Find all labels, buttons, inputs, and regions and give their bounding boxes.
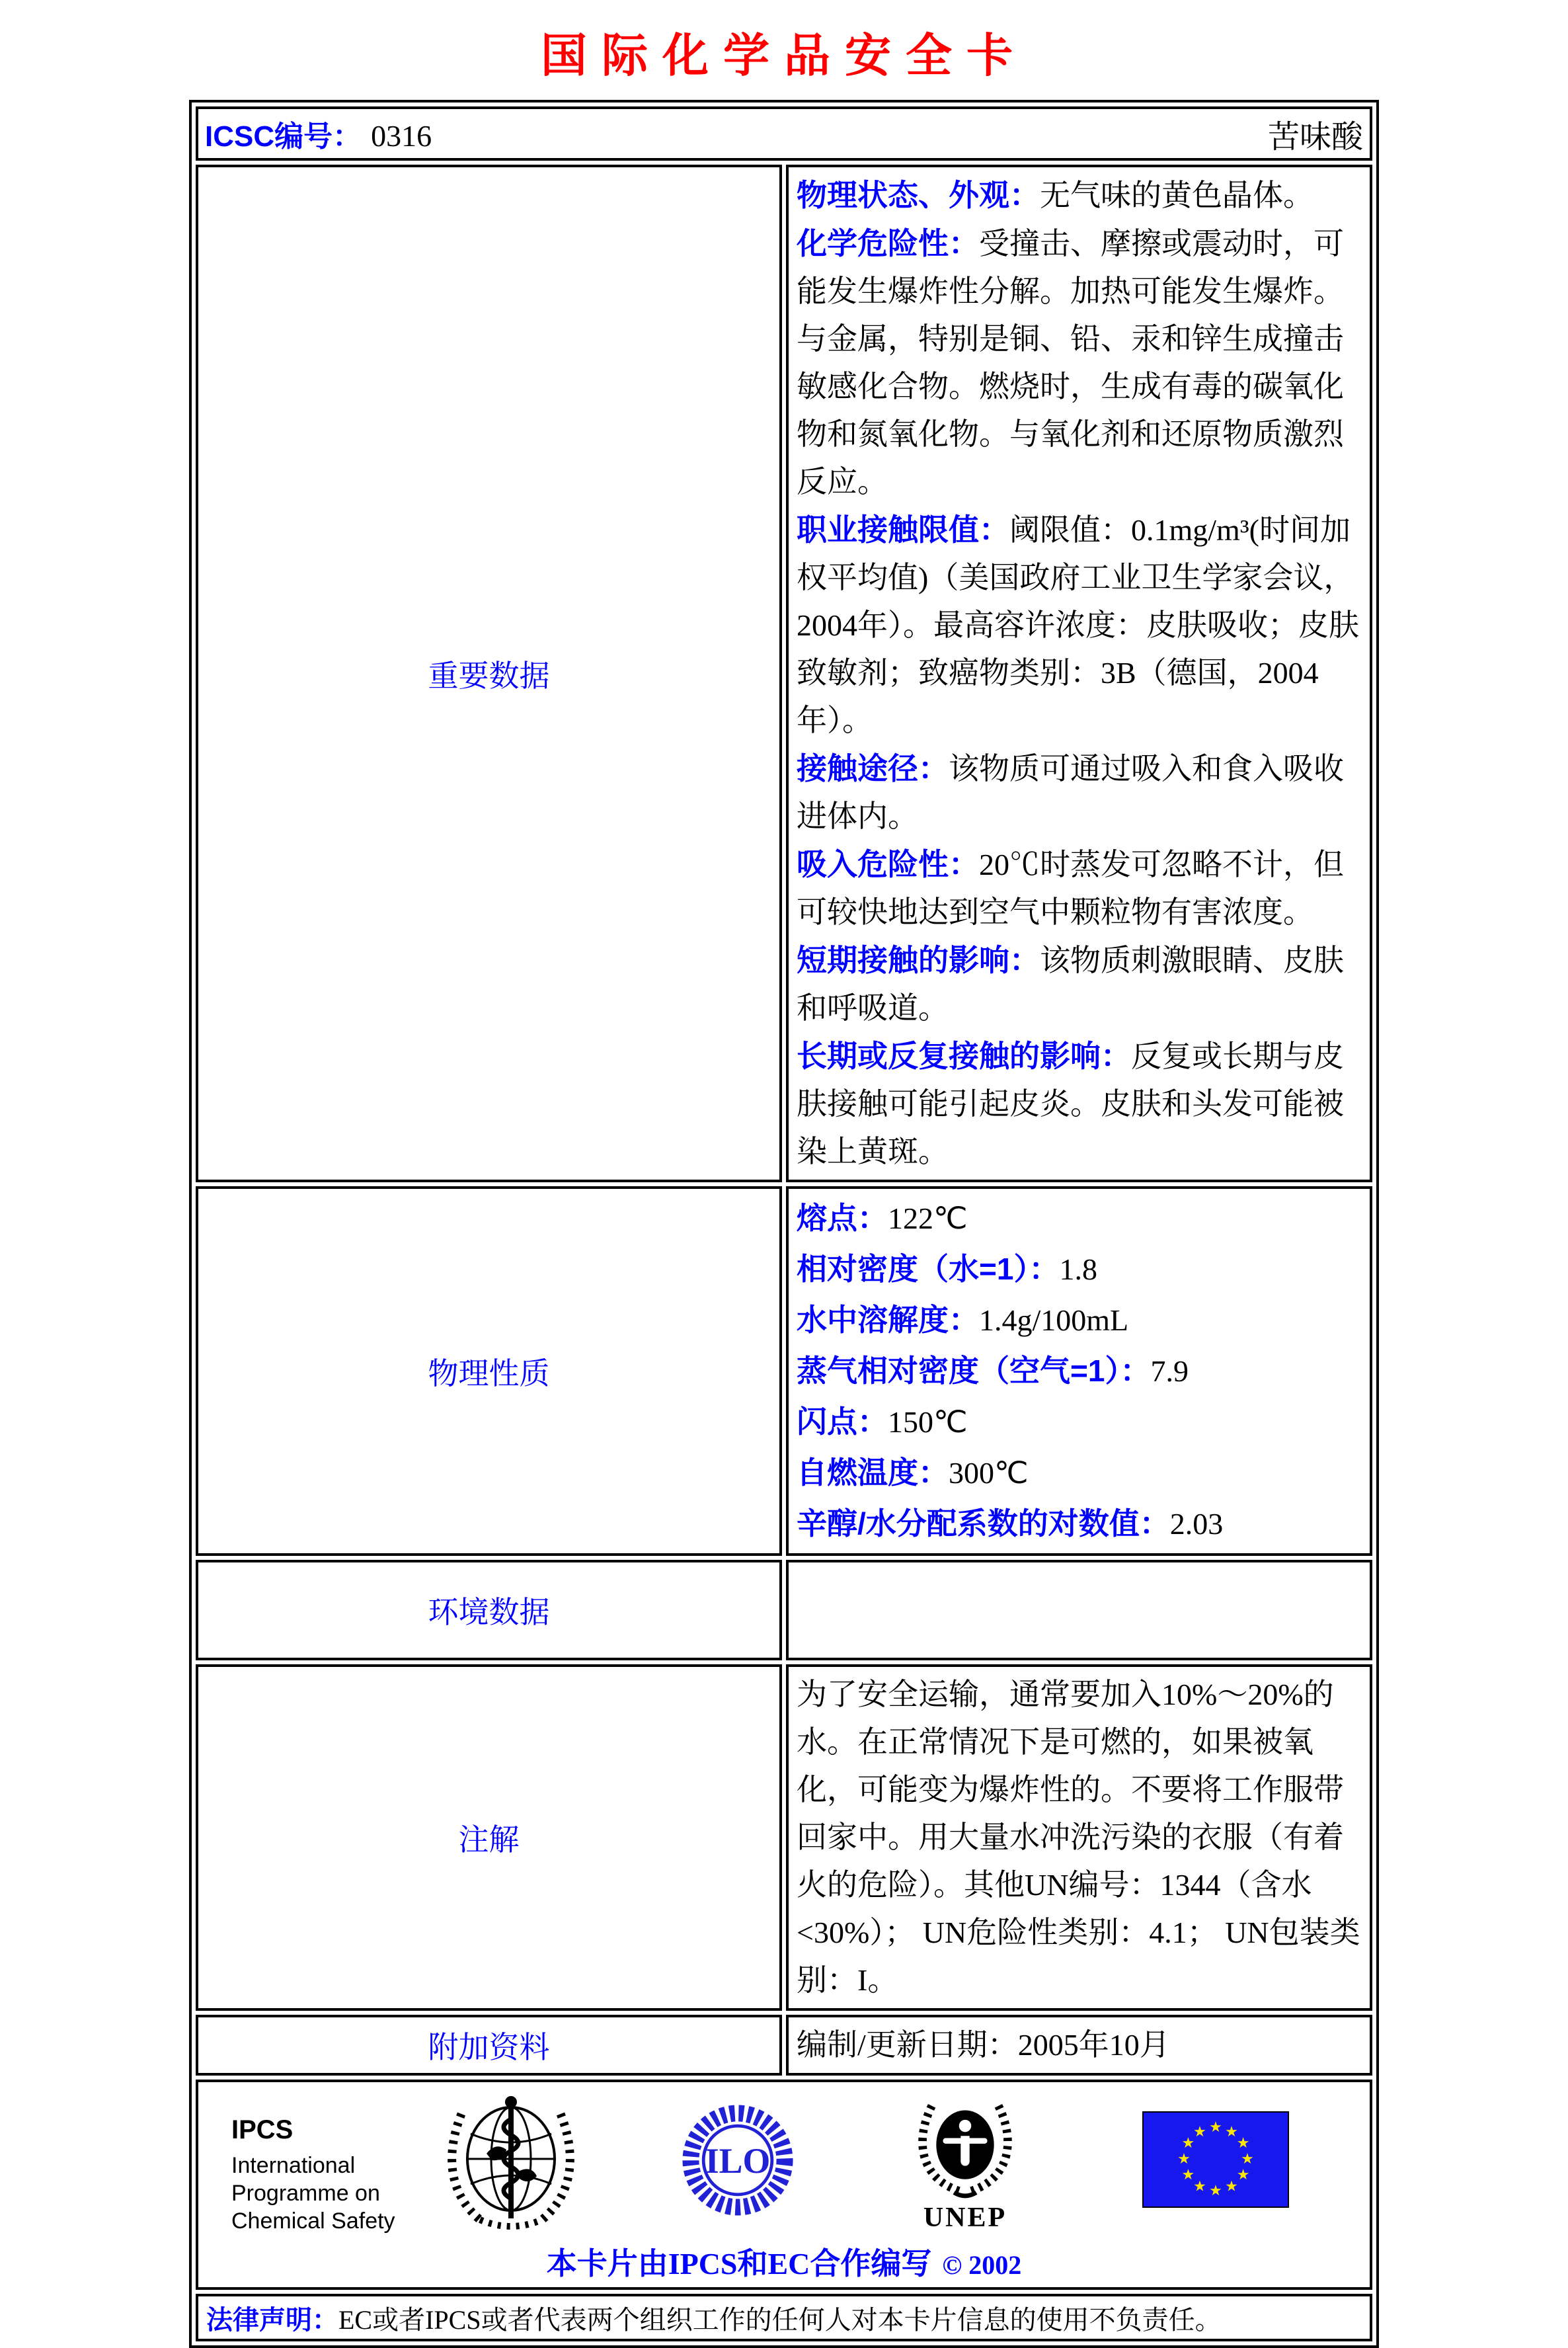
data-paragraph bbox=[797, 936, 1362, 1032]
icsc-number-value: 0316 bbox=[371, 119, 432, 153]
property-value: 1.8 bbox=[1059, 1252, 1097, 1286]
caption-text: 本卡片由IPCS和EC合作编写 bbox=[546, 2247, 932, 2281]
section-label-text: 环境数据 bbox=[428, 1595, 550, 1629]
icsc-card-table bbox=[189, 100, 1379, 2348]
data-paragraph bbox=[797, 1032, 1362, 1176]
notes-text: 为了安全运输，通常要加入10%～20%的水。在正常情况下是可燃的，如果被氧化，可能变为爆炸性的。不要将工作服带回家中。用大量水冲洗污染的衣服（有着火的危险）。其他UN编号：1344（含水<30%）； UN危险性类别：4.1； UN包装类别：I。 bbox=[797, 1678, 1360, 1997]
section-label-additional-info bbox=[196, 2015, 782, 2076]
data-paragraph bbox=[797, 840, 1362, 936]
field-text: 阈限值：0.1mg/m³(时间加权平均值)（美国政府工业卫生学家会议，2004年）。最高容许浓度：皮肤吸收；皮肤致敏剂；致癌物类别：3B（德国，2004年）。 bbox=[797, 513, 1359, 737]
property-label: 辛醇/水分配系数的对数值： bbox=[797, 1506, 1170, 1541]
legal-cell bbox=[196, 2294, 1372, 2341]
logos-cell bbox=[196, 2080, 1372, 2290]
property-label: 自燃温度： bbox=[797, 1455, 949, 1490]
section-content-environmental-data bbox=[786, 1560, 1372, 1660]
important-data-row bbox=[196, 165, 1372, 1182]
field-text: 无气味的黄色晶体。 bbox=[1040, 179, 1313, 212]
cooperation-caption bbox=[204, 2240, 1364, 2283]
property-label: 熔点： bbox=[797, 1201, 888, 1235]
section-label-text: 物理性质 bbox=[428, 1356, 550, 1391]
data-paragraph bbox=[797, 220, 1362, 506]
property-value: 150℃ bbox=[888, 1405, 968, 1439]
field-label: 物理状态、外观： bbox=[797, 178, 1040, 212]
property-label: 闪点： bbox=[797, 1404, 888, 1439]
svg-text:★: ★ bbox=[1193, 2178, 1206, 2195]
field-label: 吸入危险性： bbox=[797, 847, 979, 881]
copyright-text: © 2002 bbox=[942, 2250, 1022, 2280]
unep-text: UNEP bbox=[923, 2203, 1007, 2233]
section-content-important-data bbox=[786, 165, 1372, 1182]
svg-text:★: ★ bbox=[1193, 2124, 1206, 2140]
svg-text:★: ★ bbox=[1225, 2178, 1238, 2195]
field-label: 化学危险性： bbox=[797, 226, 979, 261]
page-title: 国际化学品安全卡 bbox=[541, 28, 1027, 83]
unep-logo-block bbox=[906, 2091, 1025, 2234]
update-date-text: 编制/更新日期：2005年10月 bbox=[797, 2028, 1170, 2062]
ipcs-title: IPCS bbox=[231, 2115, 294, 2144]
ilo-logo-icon bbox=[674, 2097, 801, 2227]
section-content-additional-info bbox=[786, 2015, 1372, 2076]
field-text: 该物质刺激眼睛、皮肤和呼吸道。 bbox=[797, 944, 1344, 1025]
logos-row bbox=[196, 2080, 1372, 2290]
section-label-notes bbox=[196, 1664, 782, 2011]
ipcs-text-block bbox=[231, 2115, 395, 2235]
eu-flag-icon bbox=[1142, 2111, 1289, 2211]
section-label-text: 重要数据 bbox=[428, 658, 550, 693]
svg-text:★: ★ bbox=[1241, 2151, 1254, 2167]
field-label: 长期或反复接触的影响： bbox=[797, 1039, 1131, 1073]
unep-logo-icon bbox=[910, 2091, 1021, 2203]
property-label: 相对密度（水=1）： bbox=[797, 1252, 1060, 1286]
section-label-important-data bbox=[196, 165, 782, 1182]
header-cell bbox=[196, 106, 1372, 161]
ipcs-subtitle-line: Chemical Safety bbox=[231, 2208, 395, 2234]
svg-text:★: ★ bbox=[1236, 2135, 1250, 2152]
physical-properties-row bbox=[196, 1186, 1372, 1556]
property-value: 122℃ bbox=[888, 1201, 968, 1235]
field-text: 该物质可通过吸入和食入吸收进体内。 bbox=[797, 752, 1344, 833]
field-label: 短期接触的影响： bbox=[797, 943, 1040, 977]
property-value: 7.9 bbox=[1150, 1354, 1189, 1388]
field-text: 反复或长期与皮肤接触可能引起皮炎。皮肤和头发可能被染上黄斑。 bbox=[797, 1039, 1344, 1168]
ipcs-subtitle-line: Programme on bbox=[231, 2181, 380, 2206]
property-line bbox=[797, 1346, 1362, 1397]
logo-strip bbox=[204, 2086, 1364, 2236]
legal-label: 法律声明： bbox=[206, 2305, 338, 2335]
property-line bbox=[797, 1295, 1362, 1346]
section-label-text: 附加资料 bbox=[428, 2030, 550, 2064]
ipcs-subtitle-line: International bbox=[231, 2153, 356, 2178]
chemical-name: 苦味酸 bbox=[1267, 119, 1363, 155]
data-paragraph bbox=[797, 506, 1362, 745]
svg-text:★: ★ bbox=[1209, 2183, 1222, 2199]
notes-row bbox=[196, 1664, 1372, 2011]
ilo-text: ILO bbox=[705, 2141, 771, 2181]
svg-text:★: ★ bbox=[1177, 2151, 1191, 2167]
property-line bbox=[797, 1447, 1362, 1498]
section-content-physical-properties bbox=[786, 1186, 1372, 1556]
header-row bbox=[196, 106, 1372, 161]
field-label: 接触途径： bbox=[797, 751, 949, 786]
property-line bbox=[797, 1498, 1362, 1549]
svg-text:★: ★ bbox=[1209, 2119, 1222, 2136]
property-line bbox=[797, 1397, 1362, 1447]
property-line bbox=[797, 1244, 1362, 1295]
svg-text:★: ★ bbox=[1225, 2124, 1238, 2140]
property-value: 2.03 bbox=[1169, 1507, 1224, 1541]
environmental-data-row bbox=[196, 1560, 1372, 1660]
property-line bbox=[797, 1193, 1362, 1244]
data-paragraph bbox=[797, 171, 1362, 220]
data-paragraph bbox=[797, 745, 1362, 840]
legal-row bbox=[196, 2294, 1372, 2341]
header-inner bbox=[205, 111, 1363, 157]
who-logo-icon bbox=[442, 2090, 580, 2236]
additional-info-row bbox=[196, 2015, 1372, 2076]
field-label: 职业接触限值： bbox=[797, 512, 1009, 547]
property-value: 300℃ bbox=[949, 1456, 1029, 1490]
section-content-notes bbox=[786, 1664, 1372, 2011]
svg-text:★: ★ bbox=[1181, 2135, 1195, 2152]
field-text: 20℃时蒸发可忽略不计，但可较快地达到空气中颗粒物有害浓度。 bbox=[797, 848, 1344, 929]
svg-text:★: ★ bbox=[1181, 2167, 1195, 2183]
legal-text: EC或者IPCS或者代表两个组织工作的任何人对本卡片信息的使用不负责任。 bbox=[338, 2304, 1222, 2335]
field-text: 受撞击、摩擦或震动时，可能发生爆炸性分解。加热可能发生爆炸。与金属，特别是铜、铅、汞和锌生成撞击敏感化合物。燃烧时，生成有毒的碳氧化物和氮氧化物。与氧化剂和还原物质激烈反应。 bbox=[797, 227, 1344, 499]
section-label-text: 注解 bbox=[458, 1822, 520, 1857]
icsc-number-group bbox=[205, 112, 432, 155]
property-label: 蒸气相对密度（空气=1）： bbox=[797, 1354, 1151, 1388]
section-label-environmental-data bbox=[196, 1560, 782, 1660]
icsc-number-label: ICSC编号： bbox=[205, 120, 362, 153]
property-label: 水中溶解度： bbox=[797, 1303, 979, 1337]
section-label-physical-properties bbox=[196, 1186, 782, 1556]
property-value: 1.4g/100mL bbox=[979, 1303, 1129, 1337]
svg-text:★: ★ bbox=[1236, 2167, 1250, 2183]
